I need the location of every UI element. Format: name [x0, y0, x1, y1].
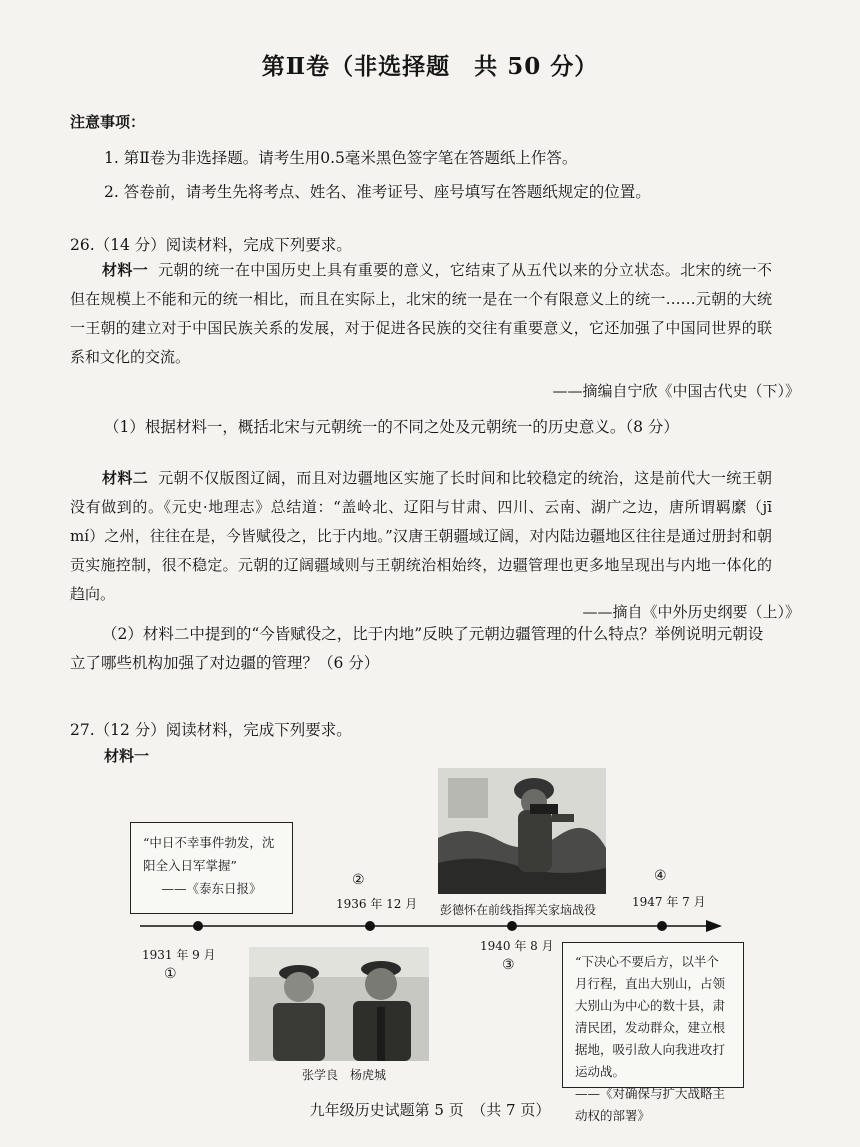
timeline-dot-4 — [657, 921, 667, 931]
timeline-dot-1 — [193, 921, 203, 931]
timeline-date-1: 1931 年 9 月 — [142, 948, 216, 962]
quote-box-taidong-source: ——《泰东日报》 — [161, 881, 262, 896]
timeline-date-2: 1936 年 12 月 — [336, 897, 418, 911]
photo-peng-dehuai-caption: 彭德怀在前线指挥关家垴战役 — [440, 903, 597, 917]
photo-peng-dehuai-image — [438, 768, 606, 894]
photo-zhang-yang — [249, 947, 429, 1061]
q27-stem: 27.（12 分）阅读材料，完成下列要求。 — [70, 721, 352, 739]
timeline-num-1: ① — [164, 966, 177, 982]
quote-box-dabieshan — [562, 942, 744, 1123]
photo-peng-dehuai — [438, 768, 606, 894]
timeline-date-3: 1940 年 8 月 — [480, 939, 554, 953]
timeline-dot-2 — [365, 921, 375, 931]
quote-box-taidong — [130, 822, 293, 914]
timeline-num-2: ② — [352, 872, 365, 888]
quote-box-dabieshan-source: ——《对确保与扩大战略主动权的部署》 — [575, 1086, 726, 1123]
timeline-arrow — [706, 920, 722, 932]
timeline-num-3: ③ — [502, 957, 515, 973]
timeline-num-4: ④ — [654, 868, 667, 884]
photo-zhang-yang-image — [249, 947, 429, 1061]
q26-material-1-source: ——摘编自宁欣《中国古代史（下）》 — [552, 382, 800, 400]
page-footer: 九年级历史试题第 5 页 （共 7 页） — [309, 1101, 551, 1119]
q26-material-1-text: 元朝的统一在中国历史上具有重要的意义，它结束了从五代以来的分立状态。北宋的统一不但在规模上不能和元的统一相比，而且在实际上，北宋的统一是在一个有限意义上的统一……元朝的大统一王朝的建立对于中国民族关系的发展，对于促进各民族的交往有重要意义，它还加强了中国同世界的联系和文化的交流。 — [70, 261, 772, 366]
q26-question-2: （2）材料二中提到的“今皆赋役之，比于内地”反映了元朝边疆管理的什么特点？举例说明元朝设立了哪些机构加强了对边疆的管理？（6 分） — [70, 625, 764, 672]
quote-box-dabieshan-text: “下决心不要后方，以半个月行程，直出大别山，占领大别山为中心的数十县，肃清民团，发动群众，建立根据地，吸引敌人向我进攻打运动战。 — [575, 954, 726, 1079]
quote-box-taidong-text: “中日不幸事件勃发，沈阳全入日军掌握” — [143, 835, 275, 873]
photo-zhang-yang-caption: 张学良 杨虎城 — [302, 1068, 387, 1082]
notes-heading: 注意事项： — [70, 113, 146, 131]
timeline-dot-3 — [507, 921, 517, 931]
q26-material-1-label: 材料一 — [102, 261, 149, 279]
page-title: 第Ⅱ卷（非选择题 共 50 分） — [261, 53, 599, 80]
notes-item-2: 2. 答卷前，请考生先将考点、姓名、准考证号、座号填写在答题纸规定的位置。 — [104, 183, 651, 201]
q26-material-2-label: 材料二 — [102, 469, 149, 487]
timeline-date-4: 1947 年 7 月 — [632, 895, 706, 909]
q26-material-2-source: ——摘自《中外历史纲要（上）》 — [582, 603, 800, 621]
notes-item-1: 1. 第Ⅱ卷为非选择题。请考生用0.5毫米黑色签字笔在答题纸上作答。 — [104, 149, 578, 167]
q26-question-1: （1）根据材料一，概括北宋与元朝统一的不同之处及元朝统一的历史意义。（8 分） — [104, 418, 679, 436]
q26-stem: 26.（14 分）阅读材料，完成下列要求。 — [70, 236, 352, 254]
q27-material-1-label: 材料一 — [104, 747, 150, 765]
q26-material-2-text: 元朝不仅版图辽阔，而且对边疆地区实施了长时间和比较稳定的统治，这是前代大一统王朝没有做到的。《元史·地理志》总结道：“盖岭北、辽阳与甘肃、四川、云南、湖广之边，唐所谓羁縻（jī mí）之州，往往在是，今皆赋役之，比于内地。”汉唐王朝疆域辽阔，对内陆边疆地区往往是通过册封和朝贡实施控制，很不稳定。元朝的辽阔疆域则与王朝统治相始终，边疆管理也更多地呈现出与内地一体化的趋向。 — [70, 469, 772, 603]
